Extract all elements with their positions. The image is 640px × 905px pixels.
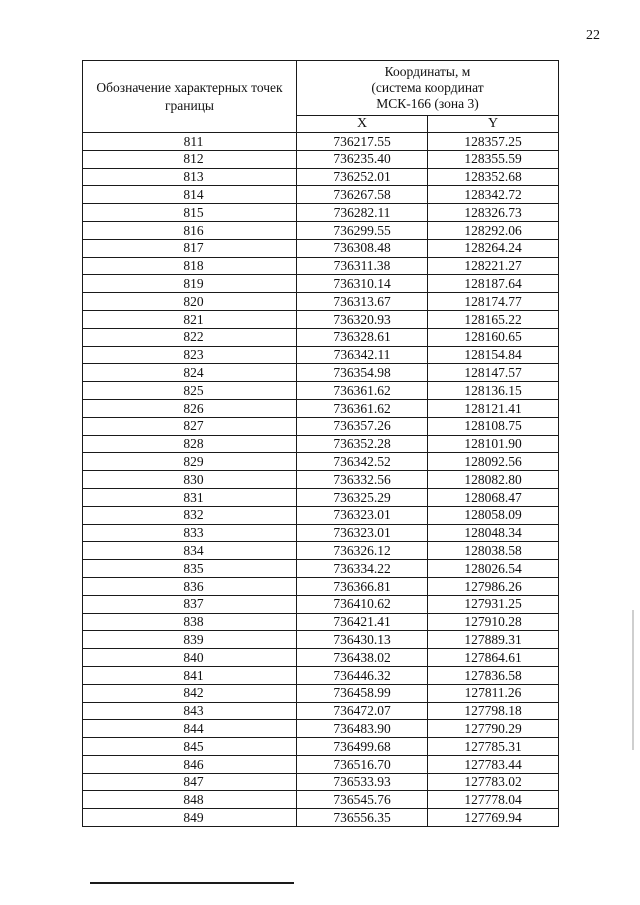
- point-cell: 816: [83, 221, 297, 239]
- point-cell: 838: [83, 613, 297, 631]
- x-cell: 736366.81: [297, 577, 428, 595]
- y-cell: 127986.26: [428, 577, 559, 595]
- y-cell: 128082.80: [428, 471, 559, 489]
- y-cell: 128101.90: [428, 435, 559, 453]
- y-cell: 128342.72: [428, 186, 559, 204]
- table-row: [83, 595, 559, 613]
- table-row: [83, 293, 559, 311]
- x-cell: 736342.11: [297, 346, 428, 364]
- y-cell: 127769.94: [428, 809, 559, 827]
- x-cell: 736328.61: [297, 328, 428, 346]
- table-header-row: [83, 61, 559, 116]
- point-cell: 839: [83, 631, 297, 649]
- y-cell: 128174.77: [428, 293, 559, 311]
- x-cell: 736352.28: [297, 435, 428, 453]
- table-row: [83, 150, 559, 168]
- y-cell: 127864.61: [428, 649, 559, 667]
- y-cell: 128068.47: [428, 488, 559, 506]
- table-row: [83, 221, 559, 239]
- table-row: [83, 346, 559, 364]
- table-row: [83, 488, 559, 506]
- y-cell: 127778.04: [428, 791, 559, 809]
- table-row: [83, 204, 559, 222]
- point-cell: 842: [83, 684, 297, 702]
- x-cell: 736342.52: [297, 453, 428, 471]
- x-cell: 736323.01: [297, 524, 428, 542]
- y-cell: 128357.25: [428, 133, 559, 151]
- point-cell: 841: [83, 666, 297, 684]
- table-row: [83, 524, 559, 542]
- y-cell: 127790.29: [428, 720, 559, 738]
- y-cell: 127798.18: [428, 702, 559, 720]
- x-cell: 736313.67: [297, 293, 428, 311]
- table-row: [83, 310, 559, 328]
- point-cell: 829: [83, 453, 297, 471]
- table-row: [83, 702, 559, 720]
- coordinates-header-line-3: МСК-166 (зона 3): [376, 96, 479, 111]
- y-cell: 127889.31: [428, 631, 559, 649]
- table-row: [83, 168, 559, 186]
- y-cell: 128165.22: [428, 310, 559, 328]
- point-cell: 826: [83, 399, 297, 417]
- y-cell: 128026.54: [428, 560, 559, 578]
- table-row: [83, 720, 559, 738]
- table-row: [83, 399, 559, 417]
- point-column-header: Обозначение характерных точек границы: [83, 61, 297, 133]
- x-cell: 736446.32: [297, 666, 428, 684]
- point-cell: 821: [83, 310, 297, 328]
- point-cell: 846: [83, 755, 297, 773]
- point-cell: 811: [83, 133, 297, 151]
- point-cell: 822: [83, 328, 297, 346]
- point-cell: 849: [83, 809, 297, 827]
- table-row: [83, 435, 559, 453]
- x-cell: 736252.01: [297, 168, 428, 186]
- x-cell: 736267.58: [297, 186, 428, 204]
- point-cell: 837: [83, 595, 297, 613]
- y-cell: 127811.26: [428, 684, 559, 702]
- y-cell: 127783.44: [428, 755, 559, 773]
- coordinates-table: [82, 60, 559, 827]
- table-row: [83, 577, 559, 595]
- point-cell: 825: [83, 382, 297, 400]
- point-cell: 832: [83, 506, 297, 524]
- page-number: 22: [586, 28, 600, 43]
- y-cell: 127836.58: [428, 666, 559, 684]
- x-column-header: X: [297, 116, 428, 133]
- point-cell: 814: [83, 186, 297, 204]
- point-cell: 833: [83, 524, 297, 542]
- x-cell: 736533.93: [297, 773, 428, 791]
- x-cell: 736361.62: [297, 382, 428, 400]
- table-row: [83, 417, 559, 435]
- x-cell: 736323.01: [297, 506, 428, 524]
- table-row: [83, 453, 559, 471]
- y-cell: 128187.64: [428, 275, 559, 293]
- x-cell: 736472.07: [297, 702, 428, 720]
- x-cell: 736299.55: [297, 221, 428, 239]
- point-cell: 830: [83, 471, 297, 489]
- footer-rule: [90, 882, 294, 884]
- y-cell: 128038.58: [428, 542, 559, 560]
- y-cell: 128160.65: [428, 328, 559, 346]
- table-row: [83, 133, 559, 151]
- table-body: [83, 133, 559, 827]
- y-cell: 128136.15: [428, 382, 559, 400]
- table-row: [83, 542, 559, 560]
- y-cell: 128292.06: [428, 221, 559, 239]
- point-cell: 845: [83, 738, 297, 756]
- coordinates-header-line-2: (система координат: [371, 80, 484, 95]
- table-row: [83, 809, 559, 827]
- point-cell: 847: [83, 773, 297, 791]
- x-cell: 736310.14: [297, 275, 428, 293]
- table-row: [83, 382, 559, 400]
- table-row: [83, 755, 559, 773]
- point-cell: 812: [83, 150, 297, 168]
- x-cell: 736334.22: [297, 560, 428, 578]
- x-cell: 736438.02: [297, 649, 428, 667]
- table-row: [83, 364, 559, 382]
- y-cell: 128352.68: [428, 168, 559, 186]
- point-cell: 818: [83, 257, 297, 275]
- table-row: [83, 257, 559, 275]
- point-cell: 831: [83, 488, 297, 506]
- point-cell: 844: [83, 720, 297, 738]
- y-cell: 127910.28: [428, 613, 559, 631]
- table-row: [83, 666, 559, 684]
- y-cell: 127783.02: [428, 773, 559, 791]
- x-cell: 736556.35: [297, 809, 428, 827]
- x-cell: 736354.98: [297, 364, 428, 382]
- coordinates-header-line-1: Координаты, м: [384, 64, 471, 79]
- x-cell: 736361.62: [297, 399, 428, 417]
- x-cell: 736430.13: [297, 631, 428, 649]
- x-cell: 736311.38: [297, 257, 428, 275]
- y-cell: 127785.31: [428, 738, 559, 756]
- y-column-header: Y: [428, 116, 559, 133]
- coordinates-column-header: [297, 61, 559, 116]
- x-cell: 736325.29: [297, 488, 428, 506]
- table-row: [83, 239, 559, 257]
- y-cell: 128264.24: [428, 239, 559, 257]
- point-cell: 840: [83, 649, 297, 667]
- x-cell: 736282.11: [297, 204, 428, 222]
- x-cell: 736235.40: [297, 150, 428, 168]
- table-row: [83, 506, 559, 524]
- y-cell: 128048.34: [428, 524, 559, 542]
- x-cell: 736516.70: [297, 755, 428, 773]
- table-row: [83, 560, 559, 578]
- x-cell: 736320.93: [297, 310, 428, 328]
- x-cell: 736326.12: [297, 542, 428, 560]
- point-cell: 817: [83, 239, 297, 257]
- table-row: [83, 186, 559, 204]
- point-cell: 848: [83, 791, 297, 809]
- point-cell: 834: [83, 542, 297, 560]
- table-row: [83, 328, 559, 346]
- x-cell: 736421.41: [297, 613, 428, 631]
- y-cell: 128058.09: [428, 506, 559, 524]
- point-cell: 843: [83, 702, 297, 720]
- point-cell: 819: [83, 275, 297, 293]
- table-row: [83, 684, 559, 702]
- y-cell: 128221.27: [428, 257, 559, 275]
- y-cell: 128326.73: [428, 204, 559, 222]
- scan-edge-mark: [632, 610, 634, 750]
- point-cell: 823: [83, 346, 297, 364]
- point-cell: 828: [83, 435, 297, 453]
- table-row: [83, 471, 559, 489]
- y-cell: 127931.25: [428, 595, 559, 613]
- y-cell: 128355.59: [428, 150, 559, 168]
- x-cell: 736217.55: [297, 133, 428, 151]
- y-cell: 128147.57: [428, 364, 559, 382]
- point-cell: 813: [83, 168, 297, 186]
- point-cell: 835: [83, 560, 297, 578]
- table-row: [83, 738, 559, 756]
- point-cell: 824: [83, 364, 297, 382]
- table-row: [83, 275, 559, 293]
- point-cell: 827: [83, 417, 297, 435]
- x-cell: 736410.62: [297, 595, 428, 613]
- y-cell: 128092.56: [428, 453, 559, 471]
- table-row: [83, 773, 559, 791]
- point-cell: 815: [83, 204, 297, 222]
- y-cell: 128154.84: [428, 346, 559, 364]
- x-cell: 736483.90: [297, 720, 428, 738]
- x-cell: 736357.26: [297, 417, 428, 435]
- y-cell: 128121.41: [428, 399, 559, 417]
- y-cell: 128108.75: [428, 417, 559, 435]
- point-cell: 836: [83, 577, 297, 595]
- x-cell: 736308.48: [297, 239, 428, 257]
- x-cell: 736545.76: [297, 791, 428, 809]
- table-row: [83, 613, 559, 631]
- table-row: [83, 631, 559, 649]
- point-cell: 820: [83, 293, 297, 311]
- table-row: [83, 649, 559, 667]
- x-cell: 736458.99: [297, 684, 428, 702]
- x-cell: 736499.68: [297, 738, 428, 756]
- table-row: [83, 791, 559, 809]
- x-cell: 736332.56: [297, 471, 428, 489]
